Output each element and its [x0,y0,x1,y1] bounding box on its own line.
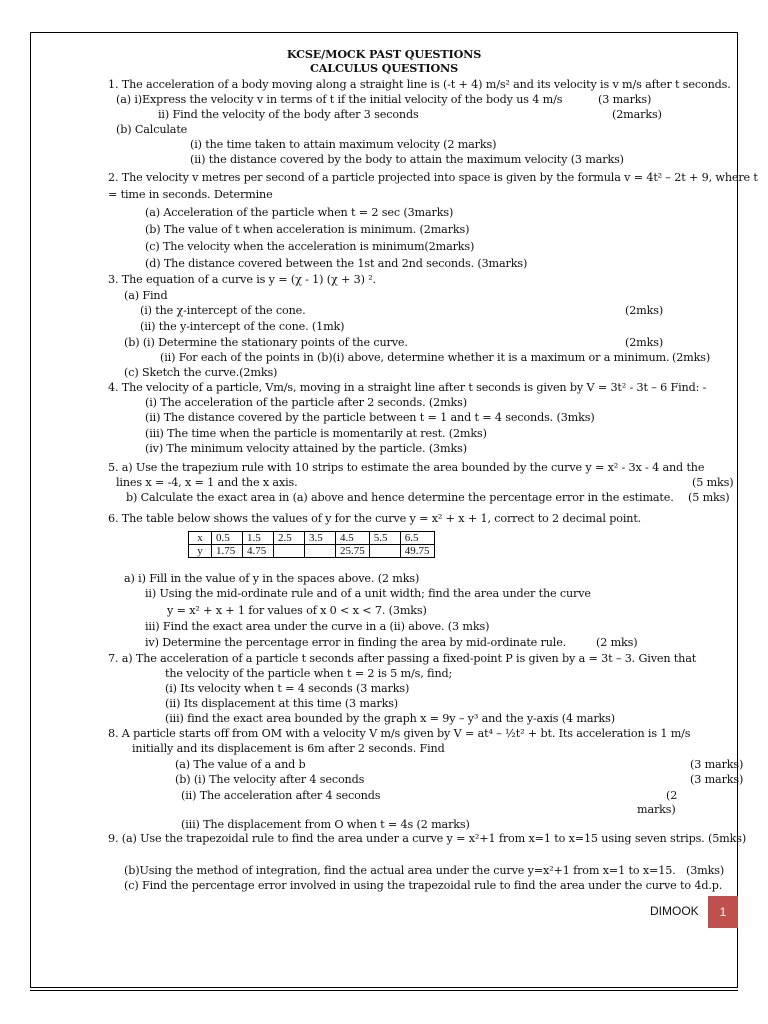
table-cell: 5.5 [369,532,400,545]
table-row-y [189,545,435,558]
q2d-text: (d) The distance covered between the 1st and 2nd seconds. (3marks) [145,257,528,270]
q3b-i-marks: (2mks) [625,336,664,349]
q8b-ii-marks-b: marks) [637,803,676,816]
table-cell: 3.5 [305,532,336,545]
q6a-ii-text: ii) Using the mid-ordinate rule and of a unit width; find the area under the curve [145,587,591,600]
q6-text: 6. The table below shows the values of y for the curve y = x² + x + 1, correct to 2 decimal point. [108,512,642,525]
q6a-iv-text: iv) Determine the percentage error in finding the area by mid-ordinate rule. [145,636,567,649]
q4-iii-text: (iii) The time when the particle is momentarily at rest. (2mks) [145,427,487,440]
q7a-text: 7. a) The acceleration of a particle t seconds after passing a fixed-point P is given by a = 3t – 3. Given that [108,652,697,665]
q3b-i-text: (b) (i) Determine the stationary points of the curve. [124,336,408,349]
q3a-i-marks: (2mks) [625,304,664,317]
q1b-i-text: (i) the time taken to attain maximum velocity (2 marks) [190,138,497,151]
q6a-ii-formula: y = x² + x + 1 for values of x 0 < x < 7. (3mks) [167,604,427,617]
values-table [188,531,435,558]
document-subtitle: CALCULUS QUESTIONS [309,61,459,75]
q6a-iv-marks: (2 mks) [596,636,638,649]
q8b-ii-marks-a: (2 [666,789,678,802]
q1a-text: (a) i)Express the velocity v in terms of t if the initial velocity of the body us 4 m/s [116,93,563,106]
q1a-ii-marks: (2marks) [612,108,662,121]
q9a-text: 9. (a) Use the trapezoidal rule to find the area under a curve y = x²+1 from x=1 to x=15 using seven strips. (5mks) [108,832,747,845]
q1b-ii-text: (ii) the distance covered by the body to attain the maximum velocity (3 marks) [190,153,624,166]
table-cell: 0.5 [212,532,243,545]
page-number-badge: 1 [708,896,738,928]
table-cell: 25.75 [336,545,370,558]
q5a-marks: (5 mks) [692,476,734,489]
table-cell [369,545,400,558]
q2-text: 2. The velocity v metres per second of a particle projected into space is given by the formula v = 4t² – 2t + 9, where t [108,171,758,184]
q8-text: 8. A particle starts off from OM with a velocity V m/s given by V = at⁴ – ½t² + bt. Its acceleration is 1 m/s [108,727,691,740]
page-border-double-line [30,990,738,993]
q3a-text: (a) Find [124,289,168,302]
q5a-text-cont: lines x = -4, x = 1 and the x axis. [116,476,298,489]
q8a-text: (a) The value of a and b [175,758,306,771]
table-header-x: x [189,532,212,545]
q7-i-text: (i) Its velocity when t = 4 seconds (3 marks) [165,682,410,695]
q6a-i-text: a) i) Fill in the value of y in the spaces above. (2 mks) [124,572,420,585]
q8-text-cont: initially and its displacement is 6m after 2 seconds. Find [132,742,445,755]
q4-text: 4. The velocity of a particle, Vm/s, moving in a straight line after t seconds is given by V = 3t² - 3t – 6 Find: - [108,381,707,394]
table-cell: 6.5 [400,532,434,545]
q3b-ii-text: (ii) For each of the points in (b)(i) above, determine whether it is a maximum or a minimum. [160,351,670,364]
table-cell [274,545,305,558]
q8a-marks: (3 marks) [690,758,744,771]
table-cell: 4.5 [336,532,370,545]
q8b-ii-text: (ii) The acceleration after 4 seconds [181,789,381,802]
q8b-iii-text: (iii) The displacement from O when t = 4s (2 marks) [181,818,470,831]
q8b-i-text: (b) (i) The velocity after 4 seconds [175,773,365,786]
q1a-ii-text: ii) Find the velocity of the body after 3 seconds [158,108,419,121]
q3a-i-text: (i) the χ-intercept of the cone. [140,304,306,317]
q6a-iii-text: iii) Find the exact area under the curve in a (ii) above. (3 mks) [145,620,490,633]
table-cell: 49.75 [400,545,434,558]
q3c-text: (c) Sketch the curve.(2mks) [124,366,278,379]
q5b-text: b) Calculate the exact area in (a) above and hence determine the percentage error in the estimate. [126,491,674,504]
q8b-i-marks: (3 marks) [690,773,744,786]
table-row-x [189,532,435,545]
table-cell [305,545,336,558]
q1a-marks: (3 marks) [598,93,652,106]
q2a-text: (a) Acceleration of the particle when t = 2 sec (3marks) [145,206,454,219]
q7-iii-text: (iii) find the exact area bounded by the graph x = 9y – y³ and the y-axis (4 marks) [165,712,615,725]
table-cell: 4.75 [243,545,274,558]
document-title: KCSE/MOCK PAST QUESTIONS [286,47,482,61]
q2c-text: (c) The velocity when the acceleration is minimum(2marks) [145,240,475,253]
q4-iv-text: (iv) The minimum velocity attained by the particle. (3mks) [145,442,467,455]
q2-text-cont: = time in seconds. Determine [108,188,273,201]
q1b-text: (b) Calculate [116,123,188,136]
q4-ii-text: (ii) The distance covered by the particle between t = 1 and t = 4 seconds. (3mks) [145,411,595,424]
table-cell: 1.75 [212,545,243,558]
q9b-text: (b)Using the method of integration, find the actual area under the curve y=x²+1 from x=1 to x=15. [124,864,676,877]
q9c-text: (c) Find the percentage error involved in using the trapezoidal rule to find the area under the curve to 4d.p. [124,879,723,892]
table-cell: 2.5 [274,532,305,545]
q7-ii-text: (ii) Its displacement at this time (3 marks) [165,697,399,710]
q5b-marks: (5 mks) [688,491,730,504]
q5a-text: 5. a) Use the trapezium rule with 10 strips to estimate the area bounded by the curve y = x² - 3x - 4 and the [108,461,705,474]
q9b-marks: (3mks) [686,864,725,877]
q2b-text: (b) The value of t when acceleration is minimum. (2marks) [145,223,470,236]
q3b-ii-marks: (2mks) [672,351,711,364]
q4-i-text: (i) The acceleration of the particle after 2 seconds. (2mks) [145,396,467,409]
q3a-ii-text: (ii) the y-intercept of the cone. (1mk) [140,320,345,333]
q1-text: 1. The acceleration of a body moving along a straight line is (-t + 4) m/s² and its velocity is v m/s after t seconds. [108,78,731,91]
table-cell: 1.5 [243,532,274,545]
q3-text: 3. The equation of a curve is y = (χ - 1) (χ + 3) ². [108,273,376,286]
table-header-y: y [189,545,212,558]
footer-author: DIMOOK [650,904,699,918]
q7a-text-cont: the velocity of the particle when t = 2 is 5 m/s, find; [165,667,453,680]
